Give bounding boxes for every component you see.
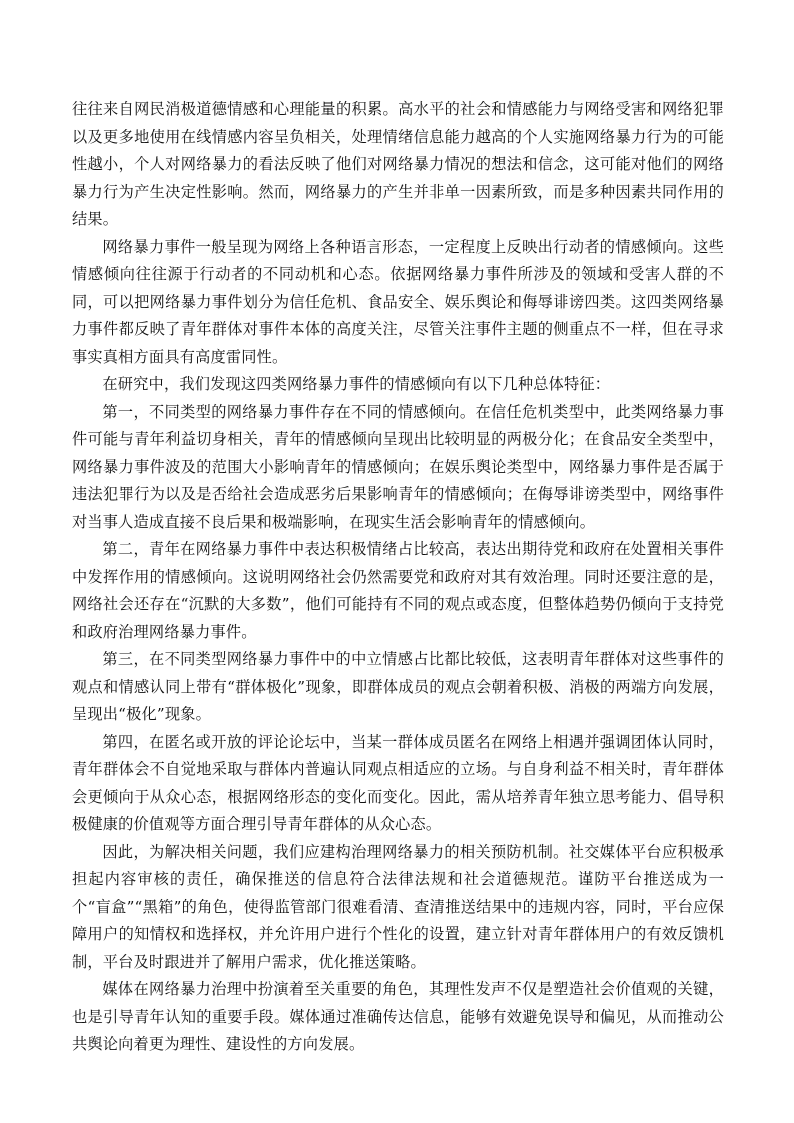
paragraph-3: 在研究中，我们发现这四类网络暴力事件的情感倾向有以下几种总体特征： — [102, 375, 611, 393]
paragraph-7: 第四，在匿名或开放的评论论坛中，当某一群体成员匿名在网络上相遇并强调团体认同时，青年群体会不自觉地采取与群体内普遍认同观点相适应的立场。与自身利益不相关时，青年群体会更倾向于从众心态，根据网络形态的变化而变化。因此，需从培养青年独立思考能力、倡导积极健康的价值观等方面合理引导青年群体的从众心态。 — [72, 732, 724, 833]
paragraph-8: 因此，为解决相关问题，我们应建构治理网络暴力的相关预防机制。社交媒体平台应积极承担起内容审核的责任，确保推送的信息符合法律法规和社会道德规范。谨防平台推送成为一个“盲盒”“黑箱”的角色，使得监管部门很难看清、查清推送结果中的违规内容，同时，平台应保障用户的知情权和选择权，并允许用户进行个性化的设置，建立针对青年群体用户的有效反馈机制，平台及时跟进并了解用户需求，优化推送策略。 — [72, 842, 724, 971]
paragraph-5: 第二，青年在网络暴力事件中表达积极情绪占比较高，表达出期待党和政府在处置相关事件中发挥作用的情感倾向。这说明网络社会仍然需要党和政府对其有效治理。同时还要注意的是，网络社会还存在“沉默的大多数”，他们可能持有不同的观点或态度，但整体趋势仍倾向于支持党和政府治理网络暴力事件。 — [72, 540, 724, 641]
document-body — [72, 96, 724, 1059]
paragraph-9: 媒体在网络暴力治理中扮演着至关重要的角色，其理性发声不仅是塑造社会价值观的关键，也是引导青年认知的重要手段。媒体通过准确传达信息，能够有效避免误导和偏见，从而推动公共舆论向着更为理性、建设性的方向发展。 — [72, 980, 724, 1053]
paragraph-2: 网络暴力事件一般呈现为网络上各种语言形态，一定程度上反映出行动者的情感倾向。这些情感倾向往往源于行动者的不同动机和心态。依据网络暴力事件所涉及的领域和受害人群的不同，可以把网络暴力事件划分为信任危机、食品安全、娱乐舆论和侮辱诽谤四类。这四类网络暴力事件都反映了青年群体对事件本体的高度关注，尽管关注事件主题的侧重点不一样，但在寻求事实真相方面具有高度雷同性。 — [72, 237, 724, 366]
paragraph-6: 第三，在不同类型网络暴力事件中的中立情感占比都比较低，这表明青年群体对这些事件的观点和情感认同上带有“群体极化”现象，即群体成员的观点会朝着积极、消极的两端方向发展，呈现出“极化”现象。 — [72, 650, 724, 723]
paragraph-4: 第一，不同类型的网络暴力事件存在不同的情感倾向。在信任危机类型中，此类网络暴力事件可能与青年利益切身相关，青年的情感倾向呈现出比较明显的两极分化；在食品安全类型中，网络暴力事件波及的范围大小影响青年的情感倾向；在娱乐舆论类型中，网络暴力事件是否属于违法犯罪行为以及是否给社会造成恶劣后果影响青年的情感倾向；在侮辱诽谤类型中，网络事件对当事人造成直接不良后果和极端影响，在现实生活会影响青年的情感倾向。 — [72, 402, 724, 531]
paragraph-1: 往往来自网民消极道德情感和心理能量的积累。高水平的社会和情感能力与网络受害和网络犯罪以及更多地使用在线情感内容呈负相关，处理情绪信息能力越高的个人实施网络暴力行为的可能性越小，个人对网络暴力的看法反映了他们对网络暴力情况的想法和信念，这可能对他们的网络暴力行为产生决定性影响。然而，网络暴力的产生并非单一因素所致，而是多种因素共同作用的结果。 — [72, 100, 724, 228]
